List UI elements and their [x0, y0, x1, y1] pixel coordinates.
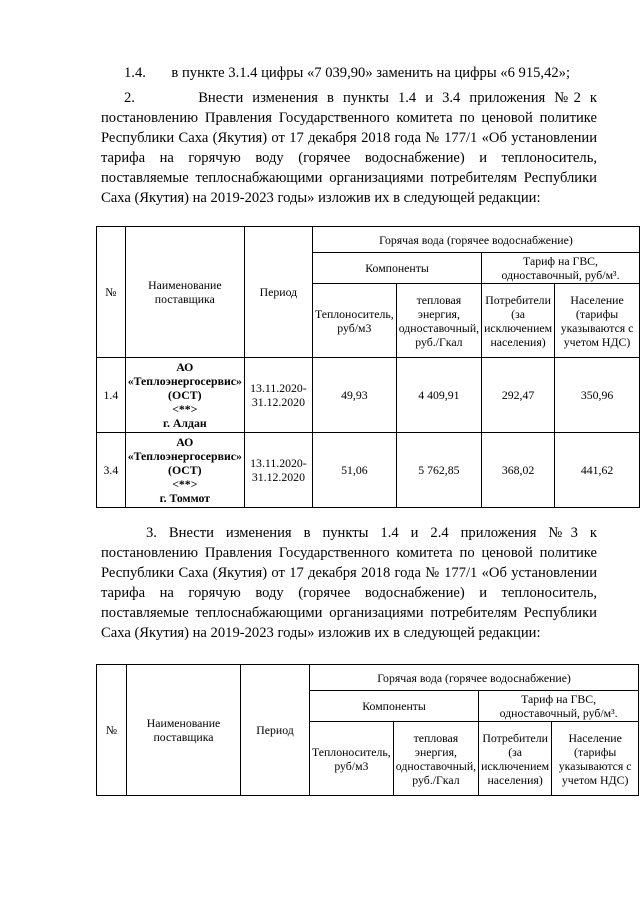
header-heat-energy: тепловая энергия, одноставочный, руб./Гкал	[393, 722, 478, 796]
row-period: 13.11.2020-31.12.2020	[244, 433, 312, 508]
supplier-form: АО	[176, 360, 194, 374]
table-row	[97, 433, 640, 508]
row-supplier	[125, 358, 244, 433]
paragraph-2: 2. Внести изменения в пункты 1.4 и 3.4 приложения №2 к постановлению Правления Государственного комитета по ценовой политике Республики Саха (Якутия) от 17 декабря 2018 года № 177/1 «Об установлении тарифа на горячую воду (горячее водоснабжение) и теплоноситель, поставляемые теплоснабжающими организациями потребителям Республики Саха (Якутия) на 2019-2023 годы» изложив их в следующей редакции:	[101, 90, 597, 206]
row-period: 13.11.2020-31.12.2020	[244, 358, 312, 433]
header-consumers: Потребители (за исключением населения)	[482, 284, 555, 358]
header-heat-carrier: Теплоноситель, руб/м3	[310, 722, 394, 796]
header-supplier: Наименование поставщика	[125, 227, 244, 358]
supplier-name: «Теплоэнергосервис» (ОСТ)	[127, 374, 242, 402]
header-consumers: Потребители (за исключением населения)	[479, 722, 552, 796]
header-heat-energy: тепловая энергия, одноставочный, руб./Гкал	[396, 284, 481, 358]
header-hot-water: Горячая вода (горячее водоснабжение)	[312, 227, 639, 253]
table-row	[97, 358, 640, 433]
supplier-note: <**>	[172, 402, 198, 416]
supplier-form: АО	[176, 435, 194, 449]
row-supplier	[125, 433, 244, 508]
header-supplier: Наименование поставщика	[127, 665, 241, 796]
row-population: 350,96	[555, 358, 640, 433]
header-num: №	[97, 665, 127, 796]
row-heat-carrier: 51,06	[312, 433, 396, 508]
row-num: 3.4	[97, 433, 126, 508]
supplier-city: г. Томмот	[159, 491, 210, 505]
header-tariff: Тариф на ГВС, одноставочный, руб/м³.	[482, 253, 640, 284]
row-consumers: 368,02	[482, 433, 555, 508]
header-tariff: Тариф на ГВС, одноставочный, руб/м³.	[479, 691, 639, 722]
header-hot-water: Горячая вода (горячее водоснабжение)	[310, 665, 639, 691]
row-population: 441,62	[555, 433, 640, 508]
supplier-note: <**>	[172, 477, 198, 491]
paragraph-3: 3. Внести изменения в пункты 1.4 и 2.4 приложения №3 к постановлению Правления Государственного комитета по ценовой политике Республики Саха (Якутия) от 17 декабря 2018 года № 177/1 «Об установлении тарифа на горячую воду (горячее водоснабжение) и теплоноситель, поставляемые теплоснабжающими организациями потребителям Республики Саха (Якутия) на 2019-2023 годы» изложив их в следующей редакции:	[101, 525, 597, 641]
header-period: Период	[244, 227, 312, 358]
row-num: 1.4	[97, 358, 126, 433]
header-period: Период	[241, 665, 310, 796]
row-heat-energy: 5 762,85	[396, 433, 481, 508]
tariff-table-appendix-3	[96, 664, 639, 796]
header-population: Население (тарифы указываются с учетом НДС)	[555, 284, 640, 358]
header-components: Компоненты	[310, 691, 479, 722]
header-population: Население (тарифы указываются с учетом НДС)	[552, 722, 639, 796]
row-consumers: 292,47	[482, 358, 555, 433]
row-heat-energy: 4 409,91	[396, 358, 481, 433]
header-heat-carrier: Теплоноситель, руб/м3	[312, 284, 396, 358]
row-heat-carrier: 49,93	[312, 358, 396, 433]
paragraph-1-4: 1.4. в пункте 3.1.4 цифры «7 039,90» заменить на цифры «6 915,42»;	[124, 65, 571, 81]
header-num: №	[97, 227, 126, 358]
supplier-city: г. Алдан	[162, 416, 207, 430]
header-components: Компоненты	[312, 253, 481, 284]
tariff-table-appendix-2	[96, 226, 640, 508]
supplier-name: «Теплоэнергосервис» (ОСТ)	[127, 449, 242, 477]
